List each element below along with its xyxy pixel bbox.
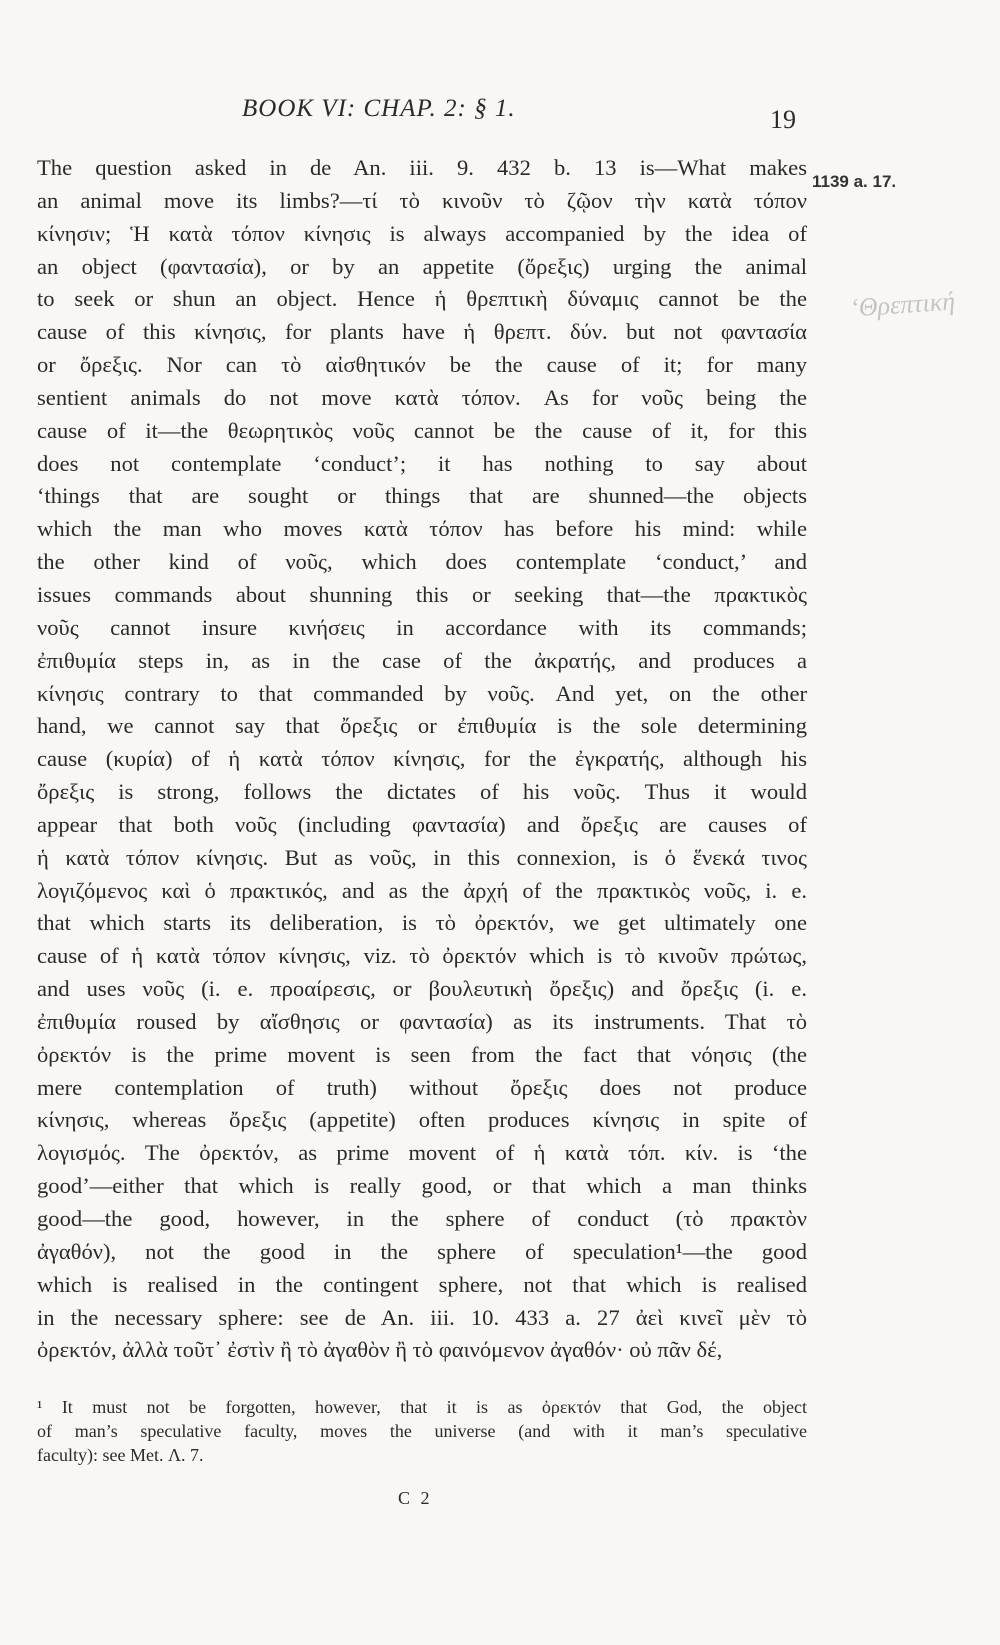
body-text [37, 152, 807, 1367]
text-line: cause of ἡ κατὰ τόπον κίνησις, viz. τὸ ὀρεκτόν which is τὸ κινοῦν πρώτως, [37, 943, 807, 969]
text-line: κίνησις, whereas ὄρεξις (appetite) often produces κίνησις in spite of [37, 1107, 807, 1133]
text-line: which the man who moves κατὰ τόπον has before his mind: while [37, 516, 807, 542]
text-line: ἡ κατὰ τόπον κίνησις. But as νοῦς, in this connexion, is ὁ ἕνεκά τινος [37, 844, 807, 870]
text-line: mere contemplation of truth) without ὄρεξις does not produce [37, 1074, 807, 1100]
text-line: λογισμός. The ὀρεκτόν, as prime movent of ἡ κατὰ τόπ. κίν. is ‘the [37, 1140, 807, 1166]
text-line: the other kind of νοῦς, which does contemplate ‘conduct,’ and [37, 549, 807, 575]
text-line: an animal move its limbs?—τί τὸ κινοῦν τὸ ζῷον τὴν κατὰ τόπον [37, 187, 807, 213]
text-line: appear that both νοῦς (including φαντασία) and ὄρεξις are causes of [37, 811, 807, 837]
text-line: good’—either that which is really good, or that which a man thinks [37, 1173, 807, 1199]
text-line: ὄρεξις is strong, follows the dictates of his νοῦς. Thus it would [37, 779, 807, 805]
text-line: λογιζόμενος καὶ ὁ πρακτικός, and as the ἀρχή of the πρακτικὸς νοῦς, i. e. [37, 877, 807, 903]
text-line: an object (φαντασία), or by an appetite (ὄρεξις) urging the animal [37, 253, 807, 279]
text-line: The question asked in de An. iii. 9. 432 b. 13 is—What makes [37, 155, 807, 180]
running-title: BOOK VI: CHAP. 2: § 1. [242, 95, 516, 122]
signature-mark: C 2 [398, 1488, 433, 1508]
text-line: cause of this κίνησις, for plants have ἡ θρεπτ. δύν. but not φαντασία [37, 319, 807, 345]
text-line: cause (κυρία) of ἡ κατὰ τόπον κίνησις, for the ἐγκρατής, although his [37, 746, 807, 772]
footnote-line: of man’s speculative faculty, moves the universe (and with it man’s speculative [37, 1421, 807, 1441]
text-line: that which starts its deliberation, is τὸ ὀρεκτόν, we get ultimately one [37, 910, 807, 936]
text-line: κίνησιν; Ἡ κατὰ τόπον κίνησις is always accompanied by the idea of [37, 220, 807, 246]
handwritten-margin-note: ‘Θρεπτική [849, 286, 956, 323]
footnote-line: faculty): see Met. Λ. 7. [37, 1445, 204, 1465]
footnote-line: ¹ It must not be forgotten, however, that it is as ὀρεκτόν that God, the object [37, 1397, 807, 1417]
text-line: cause of it—the θεωρητικὸς νοῦς cannot be the cause of it, for this [37, 417, 807, 443]
text-line: ἀγαθόν), not the good in the sphere of speculation¹—the good [37, 1238, 807, 1264]
running-head [0, 95, 1000, 135]
text-line: or ὄρεξις. Nor can τὸ αἰσθητικόν be the cause of it; for many [37, 352, 807, 378]
text-line: sentient animals do not move κατὰ τόπον. As for νοῦς being the [37, 384, 807, 410]
text-line: to seek or shun an object. Hence ἡ θρεπτικὴ δύναμις cannot be the [37, 286, 807, 312]
text-line: ὀρεκτόν is the prime movent is seen from the fact that νόησις (the [37, 1041, 807, 1067]
text-line: good—the good, however, in the sphere of conduct (τὸ πρακτὸν [37, 1206, 807, 1231]
footnote [37, 1395, 807, 1467]
text-line: which is realised in the contingent sphere, not that which is realised [37, 1271, 807, 1297]
text-line: ἐπιθυμία steps in, as in the case of the ἀκρατής, and produces a [37, 647, 807, 673]
text-line: hand, we cannot say that ὄρεξις or ἐπιθυμία is the sole determining [37, 713, 807, 739]
text-line: νοῦς cannot insure κινήσεις in accordance with its commands; [37, 614, 807, 640]
text-line: ‘things that are sought or things that are shunned—the objects [37, 483, 807, 509]
text-line: κίνησις contrary to that commanded by νοῦς. And yet, on the other [37, 680, 807, 706]
text-line: issues commands about shunning this or seeking that—the πρακτικὸς [37, 581, 807, 607]
text-line: ἐπιθυμία roused by αἴσθησις or φαντασία) as its instruments. That τὸ [37, 1008, 807, 1034]
text-line: in the necessary sphere: see de An. iii. 10. 433 a. 27 ἀεὶ κινεῖ μὲν τὸ [37, 1304, 807, 1330]
text-line: and uses νοῦς (i. e. προαίρεσις, or βουλευτικὴ ὄρεξις) and ὄρεξις (i. e. [37, 976, 807, 1002]
margin-reference: 1139 a. 17. [812, 172, 897, 191]
text-line: ὀρεκτόν, ἀλλὰ τοῦτ᾽ ἐστὶν ἢ τὸ ἀγαθὸν ἢ τὸ φαινόμενον ἀγαθόν· οὐ πᾶν δέ, [37, 1337, 723, 1363]
text-line: does not contemplate ‘conduct’; it has nothing to say about [37, 450, 807, 476]
page-number: 19 [770, 105, 796, 134]
